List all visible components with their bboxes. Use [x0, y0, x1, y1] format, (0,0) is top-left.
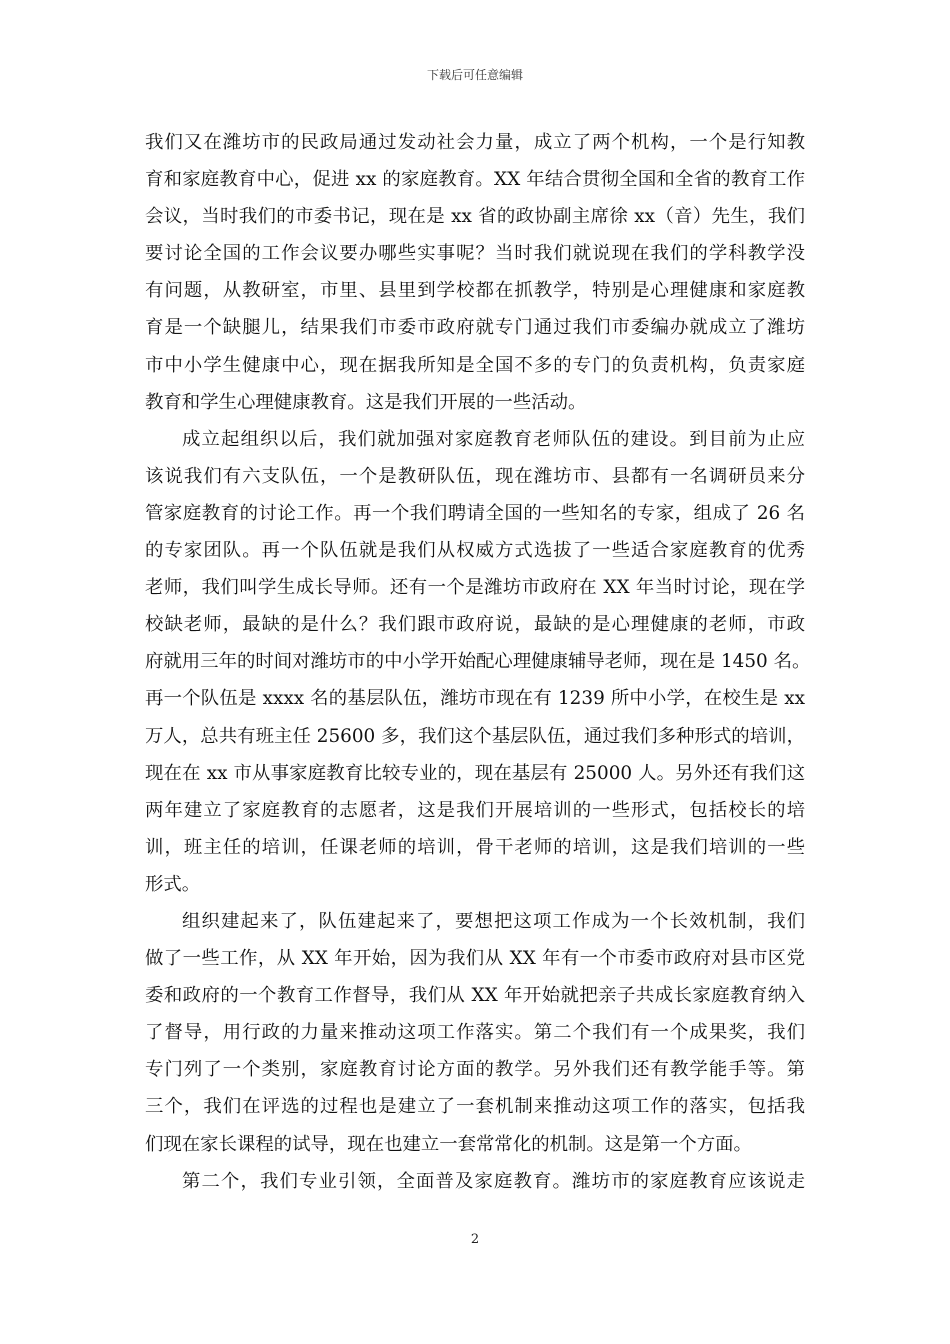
- text-line: 市中小学生健康中心，现在据我所知是全国不多的专门的负责机构，负责家庭: [145, 354, 805, 376]
- text-line: 委和政府的一个教育工作督导，我们从 XX 年开始就把亲子共成长家庭教育纳入: [145, 985, 805, 1007]
- text-line: 三个，我们在评选的过程也是建立了一套机制来推动这项工作的落实，包括我: [145, 1096, 805, 1118]
- text-line: 了督导，用行政的力量来推动这项工作落实。第二个我们有一个成果奖，我们: [145, 1022, 805, 1044]
- text-line: 老师，我们叫学生成长导师。还有一个是潍坊市政府在 XX 年当时讨论，现在学: [145, 577, 805, 599]
- page-number: 2: [470, 1232, 480, 1247]
- page-header: 下载后可任意编辑: [426, 68, 523, 82]
- text-line: 现在在 xx 市从事家庭教育比较专业的，现在基层有 25000 人。另外还有我们这: [145, 762, 805, 784]
- paragraph-first-line: 成立起组织以后，我们就加强对家庭教育老师队伍的建设。到目前为止应: [182, 428, 805, 450]
- text-line: 训，班主任的培训，任课老师的培训，骨干老师的培训，这是我们培训的一些: [145, 836, 805, 858]
- text-line: 府就用三年的时间对潍坊市的中小学开始配心理健康辅导老师，现在是 1450 名。: [145, 651, 811, 673]
- text-line: 两年建立了家庭教育的志愿者，这是我们开展培训的一些形式，包括校长的培: [145, 799, 805, 821]
- text-line: 再一个队伍是 xxxx 名的基层队伍，潍坊市现在有 1239 所中小学，在校生是 xx: [145, 688, 805, 710]
- text-line: 育和家庭教育中心，促进 xx 的家庭教育。XX 年结合贯彻全国和全省的教育工作: [145, 169, 805, 191]
- text-line: 的专家团队。再一个队伍就是我们从权威方式选拔了一些适合家庭教育的优秀: [145, 540, 805, 562]
- text-line: 管家庭教育的讨论工作。再一个我们聘请全国的一些知名的专家，组成了 26 名: [145, 502, 805, 524]
- text-line: 育是一个缺腿儿，结果我们市委市政府就专门通过我们市委编办就成立了潍坊: [145, 317, 805, 339]
- text-line: 教育和学生心理健康教育。这是我们开展的一些活动。: [145, 391, 587, 413]
- text-line: 万人，总共有班主任 25600 多，我们这个基层队伍，通过我们多种形式的培训，: [145, 725, 805, 747]
- text-line: 有问题，从教研室，市里、县里到学校都在抓教学，特别是心理健康和家庭教: [145, 280, 805, 302]
- text-line: 形式。: [145, 873, 201, 895]
- document-body: [145, 124, 811, 1200]
- text-line: 我们又在潍坊市的民政局通过发动社会力量，成立了两个机构，一个是行知教: [145, 132, 805, 153]
- text-line: 专门列了一个类别，家庭教育讨论方面的教学。另外我们还有教学能手等。第: [145, 1059, 805, 1081]
- text-line: 们现在家长课程的试导，现在也建立一套常常化的机制。这是第一个方面。: [145, 1133, 752, 1155]
- text-line: 校缺老师，最缺的是什么？我们跟市政府说，最缺的是心理健康的老师，市政: [145, 614, 805, 636]
- paragraph-first-line: 第二个，我们专业引领，全面普及家庭教育。潍坊市的家庭教育应该说走: [182, 1170, 805, 1192]
- text-line: 会议，当时我们的市委书记，现在是 xx 省的政协副主席徐 xx（音）先生，我们: [145, 206, 805, 228]
- text-line: 该说我们有六支队伍，一个是教研队伍，现在潍坊市、县都有一名调研员来分: [145, 465, 805, 487]
- text-line: 要讨论全国的工作会议要办哪些实事呢？当时我们就说现在我们的学科教学没: [145, 243, 805, 265]
- text-line: 做了一些工作，从 XX 年开始，因为我们从 XX 年有一个市委市政府对县市区党: [145, 948, 805, 970]
- paragraph-first-line: 组织建起来了，队伍建起来了，要想把这项工作成为一个长效机制，我们: [182, 910, 805, 932]
